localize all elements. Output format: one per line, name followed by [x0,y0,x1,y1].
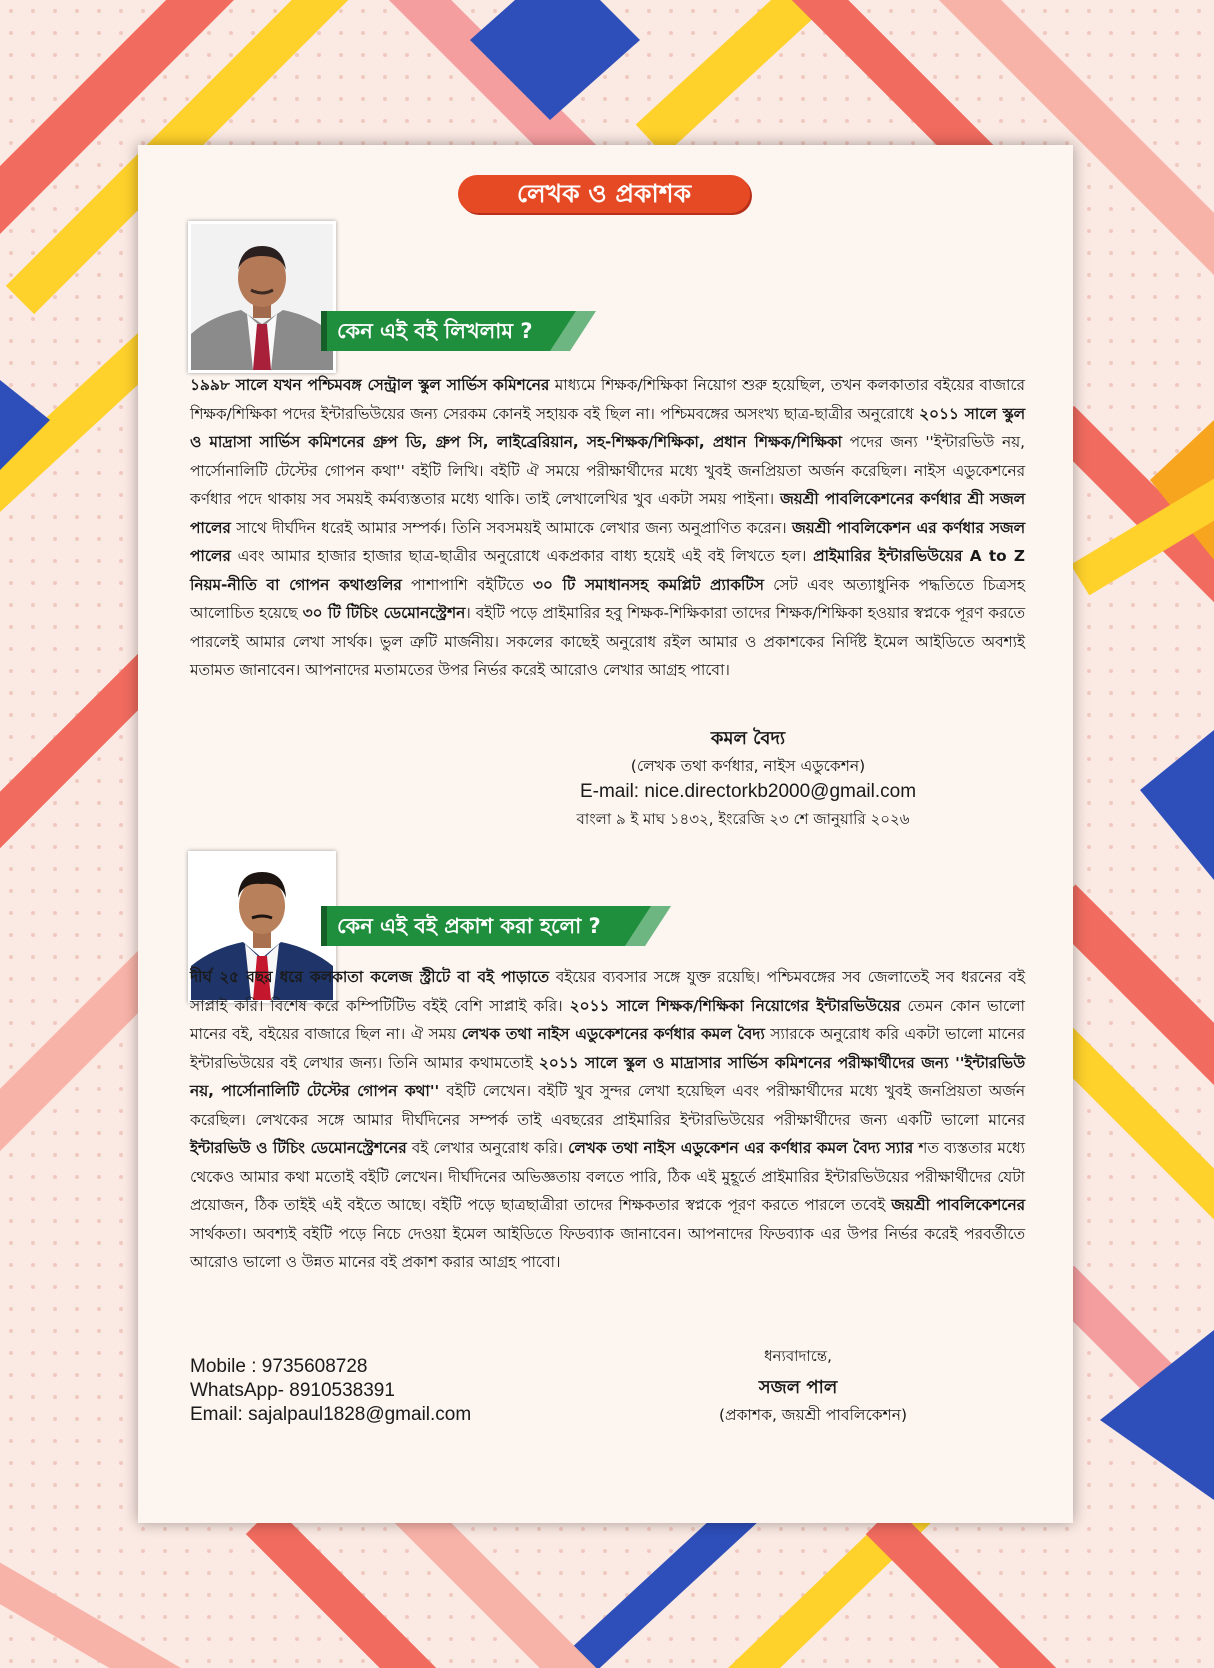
publisher-name: সজল পাল [758,1377,838,1398]
author-email: E-mail: nice.directorkb2000@gmail.com [579,781,917,802]
section1-text-segment: মাধ্যমে শিক্ষক/শিক্ষিকা নিয়োগ শুরু হয়েছিল, তখন কলকাতার বইয়ের বাজারে শিক্ষক/শিক্ষিকা পদের ইন্টারভিউয়ের জন্য সেরকম কোনই সহায়ক বই ছিল না। পশ্চিমবঙ্গের অসংখ্য ছাত্র-ছাত্রীর অনুরোধে [190,376,1025,423]
section1-text-segment: এবং আমার হাজার হাজার ছাত্র-ছাত্রীর অনুরোধে একপ্রকার বাধ্য হয়েই এই বই লিখতে হল। [230,547,814,565]
section1-text-segment: জয়শ্রী পাবলিকেশন এর কর্ণধার সজল পালের [190,518,1026,565]
page-title-banner: লেখক ও প্রকাশক [458,175,750,213]
section2-text-segment: সার্থকতা। অবশ্যই বইটি পড়ে নিচে দেওয়া ইমেল আইডিতে ফিডব্যাক জানাবেন। আপনাদের ফিডব্যাক এর উপর নির্ভর করেই পরবর্তীতে আরোও ভালো ও উন্নত মানের বই প্রকাশ করার আগ্রহ পাবো। [190,1224,1025,1271]
section2-text-segment: বইটি লেখেন। বইটি খুব সুন্দর লেখা হয়েছিল এবং পরীক্ষার্থীদের মধ্যে খুবই জনপ্রিয়তা অর্জন করেছিল। লেখকের সঙ্গে আমার দীর্ঘদিনের সম্পর্ক তাই এবছরের প্রাইমারির ইন্টারভিউয়ের পরীক্ষার্থীদের জন্য একটি ভালো মানের [190,1082,1025,1129]
section2-text-segment: স্যারকে অনুরোধ করি একটা ভালো মানের ইন্টারভিউয়ের বই লেখার জন্য। তিনি আমার কথামতোই [190,1025,1025,1072]
section1-text-segment: পাশাপাশি বইটিতে [401,575,533,594]
publisher-whatsapp: WhatsApp- 8910538391 [190,1380,395,1401]
section2-text-segment: লেখক তথা নাইস এডুকেশন এর কর্ণধার কমল বৈদ্য স্যার [568,1139,914,1157]
section1-heading: কেন এই বই লিখলাম ? [337,319,533,343]
section2-text-segment: তেমন কোন ভালো মানের বই, বইয়ের বাজারে ছিল না। ঐ সময় [190,996,1025,1043]
section1-paragraph [190,371,1025,685]
section2-text-segment: লেখক তথা নাইস এডুকেশনের কর্ণধার কমল বৈদ্য [461,1025,765,1043]
publisher-mobile: Mobile : 9735608728 [190,1356,368,1377]
section1-text-segment: পদের জন্য ''ইন্টারভিউ নয়, পার্সোনালিটি টেস্টের গোপন কথা'' বইটি লিখি। বইটি ঐ সময়ে পরীক্ষার্থীদের মধ্যে খুবই জনপ্রিয়তা অর্জন করেছিল। নাইস এডুকেশনের কর্ণধার পদে থাকায় সব সময়ই কর্মব্যস্ততার মধ্যে থাকি। তাই লেখালেখির খুব একটা সময় পাইনা। [190,433,1025,508]
section1-text-segment: । বইটি পড়ে প্রাইমারির হবু শিক্ষক-শিক্ষিকারা তাদের শিক্ষক/শিক্ষিকা হওয়ার স্বপ্নকে পূরণ করতে পারলেই আমার লেখা সার্থক। ভুল ত্রুটি মার্জনীয়। সকলের কাছেই অনুরোধ রইল আমার ও প্রকাশকের নির্দিষ্ট ইমেল আইডিতে অবশ্যই মতামত জানাবেন। আপনাদের মতামতের উপর নির্ভর করেই আরোও লেখার আগ্রহ পাবো। [190,604,1025,679]
regards-text: ধন্যবাদান্তে, [764,1347,832,1365]
section2-text-segment: ২০১১ সালে শিক্ষক/শিক্ষিকা নিয়োগের ইন্টারভিউয়ের [569,996,901,1015]
section1-text-segment: জয়শ্রী পাবলিকেশনের কর্ণধার শ্রী সজল পালের [190,490,1025,537]
section2-heading: কেন এই বই প্রকাশ করা হলো ? [337,914,601,938]
section2-paragraph [190,963,1025,1277]
section2-text-segment: ২০১১ সালে স্কুল ও মাদ্রাসার সার্ভিস কমিশনের পরীক্ষার্থীদের জন্য ''ইন্টারভিউ নয়, পার্সোনালিটি টেস্টের গোপন কথা'' [190,1053,1025,1100]
section2-text-segment: শত ব্যস্ততার মধ্যে থেকেও আমার কথা মতোই বইটি লেখেন। দীর্ঘদিনের অভিজ্ঞতায় বলতে পারি, ঠিক এই মুহূর্তে প্রাইমারির ইন্টারভিউয়ের পরীক্ষার্থীদের যেটা প্রয়োজন, ঠিক তাইই এই বইতে আছে। বইটি পড়ে ছাত্রছাত্রীরা তাদের শিক্ষকতার স্বপ্নকে পূরণ করতে পারলে তবেই [190,1139,1026,1214]
section1-text-segment: প্রাইমারির ইন্টারভিউয়ের A to Z নিয়ম-নীতি বা গোপন কথাগুলির [190,547,1025,594]
section1-text-segment: সেট এবং অত্যাধুনিক পদ্ধতিতে চিত্রসহ আলোচিত হয়েছে [190,575,1025,622]
content-page [138,145,1073,1523]
letter-date: বাংলা ৯ ই মাঘ ১৪৩২, ইংরেজি ২৩ শে জানুয়ারি ২০২৬ [576,810,910,828]
author-role: (লেখক তথা কর্ণধার, নাইস এডুকেশন) [630,757,866,775]
publisher-email: Email: sajalpaul1828@gmail.com [190,1404,472,1425]
section1-text-segment: ১৯৯৮ সালে যখন পশ্চিমবঙ্গ সেন্ট্রাল স্কুল সার্ভিস কমিশনের [190,376,550,394]
publisher-contacts [190,1355,471,1427]
author-portrait-image [191,224,333,370]
section2-text-segment: বইয়ের ব্যবসার সঙ্গে যুক্ত রয়েছি। পশ্চিমবঙ্গের সব জেলাতেই সব ধরনের বই সাপ্লাই করি। বিশেষ করে কম্পিটিটিভ বইই বেশি সাপ্লাই করি। [190,968,1025,1015]
section1-text-segment: ২০১১ সালে স্কুল ও মাদ্রাসা সার্ভিস কমিশনের গ্রুপ ডি, গ্রুপ সি, লাইব্রেরিয়ান, সহ-শিক্ষক/শিক্ষিকা, প্রধান শিক্ষক/শিক্ষিকা [190,404,1025,451]
author-photo [188,221,336,373]
publisher-role: (প্রকাশক, জয়শ্রী পাবলিকেশন) [718,1406,908,1424]
author-name: কমল বৈদ্য [710,728,786,749]
section1-text-segment: ৩০ টি টিচিং ডেমোনস্ট্রেশন [302,604,466,622]
section2-text-segment: দীর্ঘ ২৫ বছর ধরে কলকাতা কলেজ স্ট্রীটে বা বই পাড়াতে [190,968,549,986]
section1-heading-ribbon [321,311,596,351]
section1-text-segment: সাথে দীর্ঘদিন ধরেই আমার সম্পর্ক। তিনি সবসময়ই আমাকে লেখার জন্য অনুপ্রাণিত করেন। [230,518,792,537]
section2-text-segment: ইন্টারভিউ ও টিচিং ডেমোনস্ট্রেশনের [190,1139,407,1157]
section1-text-segment: ৩০ টি সমাধানসহ কমপ্লিট প্র্যাকটিস [532,575,764,594]
section2-text-segment: বই লেখার অনুরোধ করি। [406,1139,569,1157]
section2-heading-ribbon [321,906,671,946]
section2-text-segment: জয়শ্রী পাবলিকেশনের [891,1196,1025,1214]
